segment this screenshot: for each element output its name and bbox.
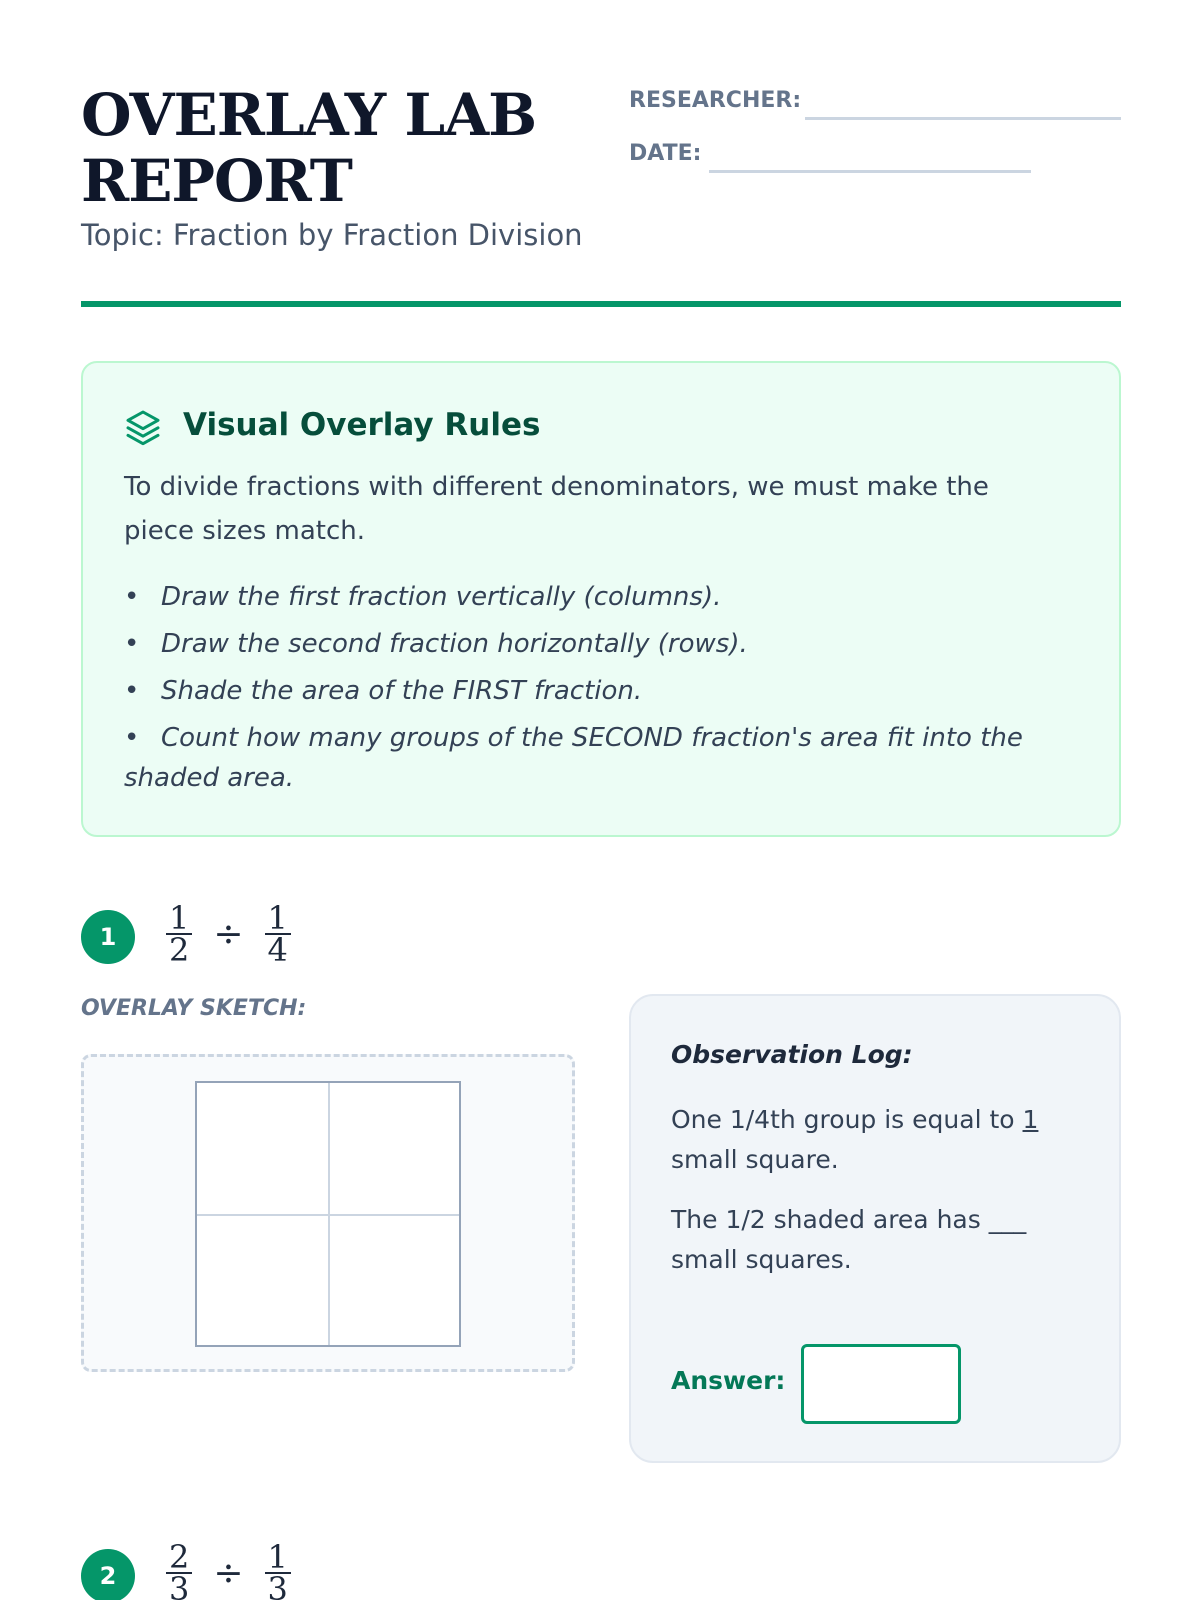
researcher-field[interactable] <box>805 117 1121 120</box>
problem-number-badge: 1 <box>81 910 135 964</box>
fraction-denominator: 3 <box>267 1570 288 1600</box>
divide-operator: ÷ <box>213 913 244 955</box>
header-divider <box>81 301 1121 307</box>
fraction-numerator: 1 <box>166 903 192 935</box>
observation-title: Observation Log: <box>671 1040 913 1069</box>
fraction-numerator: 1 <box>265 903 291 935</box>
bullet-icon: • <box>124 723 140 753</box>
rules-list-item <box>124 577 1064 617</box>
title-line-1: OVERLAY LAB <box>81 81 537 149</box>
fraction-numerator: 1 <box>265 1542 291 1574</box>
rules-heading: Visual Overlay Rules <box>183 407 541 443</box>
report-title <box>81 82 601 214</box>
divisor-fraction <box>262 899 294 969</box>
fraction-denominator: 2 <box>169 931 190 969</box>
rules-list-item <box>124 718 1064 798</box>
rules-list-item <box>124 671 1064 711</box>
title-line-2: REPORT <box>81 147 352 215</box>
fraction-numerator: 2 <box>166 1542 192 1574</box>
fraction-denominator: 4 <box>267 931 288 969</box>
problem-expression <box>163 1538 294 1600</box>
dividend-fraction <box>163 1538 195 1600</box>
rules-list <box>124 577 1064 805</box>
overlay-grid[interactable] <box>195 1081 461 1347</box>
problem-expression <box>163 899 294 969</box>
answer-label: Answer: <box>671 1366 786 1395</box>
observation-line-2: The 1/2 shaded area has ___ small squares. <box>671 1205 1027 1274</box>
divisor-fraction <box>262 1538 294 1600</box>
rule-text: Draw the second fraction horizontally (rows). <box>161 629 748 659</box>
date-field[interactable] <box>709 170 1031 173</box>
observation-line-1: One 1/4th group is equal to 1 small square. <box>671 1105 1039 1174</box>
sketch-label: OVERLAY SKETCH: <box>81 996 307 1021</box>
rule-text: Shade the area of the FIRST fraction. <box>161 676 643 706</box>
rule-text: Draw the first fraction vertically (columns). <box>161 582 722 612</box>
rule-text: Count how many groups of the SECOND fraction's area fit into the shaded area. <box>124 723 1023 793</box>
sketch-area[interactable] <box>81 1054 575 1372</box>
rules-list-item <box>124 624 1064 664</box>
fraction-denominator: 3 <box>169 1570 190 1600</box>
bullet-icon: • <box>124 676 140 706</box>
observation-card <box>629 994 1121 1463</box>
bullet-icon: • <box>124 629 140 659</box>
answer-input[interactable] <box>801 1344 961 1424</box>
observation-value: 1 <box>1022 1105 1039 1134</box>
rules-card <box>81 361 1121 837</box>
date-label: DATE: <box>629 141 702 166</box>
rules-intro: To divide fractions with different denominators, we must make the piece sizes match. <box>124 472 989 546</box>
divide-operator: ÷ <box>213 1552 244 1594</box>
dividend-fraction <box>163 899 195 969</box>
problem-number-badge: 2 <box>81 1549 135 1600</box>
topic-subtitle: Topic: Fraction by Fraction Division <box>81 218 583 252</box>
bullet-icon: • <box>124 582 140 612</box>
researcher-label: RESEARCHER: <box>629 88 802 113</box>
grid-divider-horizontal <box>197 1214 459 1216</box>
layers-icon <box>123 407 163 447</box>
